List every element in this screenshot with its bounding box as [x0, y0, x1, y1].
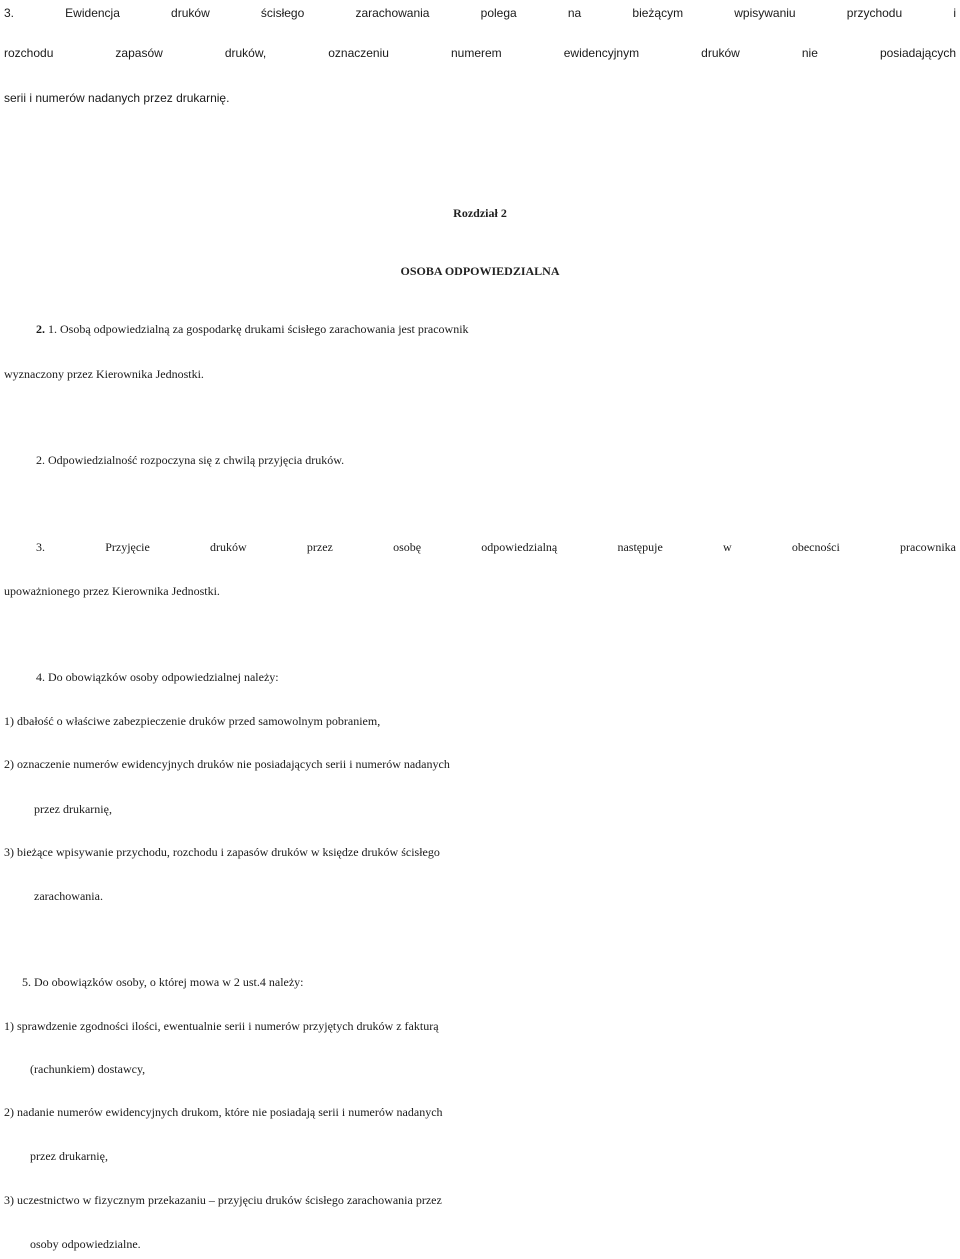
paragraph-2-3-line-1: 3. Przyjęcie druków przez osobę odpowiedzialną następuje w obecności pracownika — [36, 540, 956, 554]
paragraph-2-1-line-1 — [36, 314, 956, 344]
paragraph-2-5-item-2-line-2: przez drukarnię, — [30, 1149, 108, 1163]
paragraph-2-1-text: 1. Osobą odpowiedzialną za gospodarkę drukami ścisłego zarachowania jest pracownik — [45, 322, 469, 336]
paragraph-2-5-item-2-line-1: 2) nadanie numerów ewidencyjnych drukom, które nie posiadają serii i numerów nadanych — [4, 1105, 443, 1119]
paragraph-2-3-line-2: upoważnionego przez Kierownika Jednostki. — [4, 584, 220, 598]
chapter-title: Rozdział 2 — [453, 206, 507, 220]
paragraph-2-1-line-2: wyznaczony przez Kierownika Jednostki. — [4, 367, 204, 381]
paragraph-2-4-item-3-line-2: zarachowania. — [34, 889, 103, 903]
paragraph-2-5-intro: 5. Do obowiązków osoby, o której mowa w 2 ust.4 należy: — [22, 975, 304, 989]
paragraph-2-5-item-1-line-1: 1) sprawdzenie zgodności ilości, ewentualnie serii i numerów przyjętych druków z fakturą — [4, 1019, 439, 1033]
paragraph-3-line-3: serii i numerów nadanych przez drukarnię. — [4, 91, 230, 105]
chapter-subtitle: OSOBA ODPOWIEDZIALNA — [400, 264, 560, 278]
paragraph-2-5-item-3-line-2: osoby odpowiedzialne. — [30, 1237, 141, 1251]
paragraph-2-4-item-2-line-1: 2) oznaczenie numerów ewidencyjnych druków nie posiadających serii i numerów nadanych — [4, 757, 450, 771]
paragraph-2-4-intro: 4. Do obowiązków osoby odpowiedzialnej należy: — [36, 670, 279, 684]
paragraph-2-4-item-1: 1) dbałość o właściwe zabezpieczenie druków przed samowolnym pobraniem, — [4, 714, 381, 728]
paragraph-2-4-item-2-line-2: przez drukarnię, — [34, 802, 112, 816]
paragraph-2-2: 2. Odpowiedzialność rozpoczyna się z chwilą przyjęcia druków. — [36, 453, 345, 467]
paragraph-2-5-item-3-line-1: 3) uczestnictwo w fizycznym przekazaniu – przyjęciu druków ścisłego zarachowania przez — [4, 1193, 442, 1207]
paragraph-3-line-1: 3. Ewidencja druków ścisłego zarachowania polega na bieżącym wpisywaniu przychodu i — [4, 6, 956, 20]
paragraph-2-4-item-3-line-1: 3) bieżące wpisywanie przychodu, rozchodu i zapasów druków w księdze druków ścisłego — [4, 845, 440, 859]
paragraph-2-5-item-1-line-2: (rachunkiem) dostawcy, — [30, 1062, 146, 1076]
section-number: 2. — [36, 322, 45, 336]
paragraph-3-line-2: rozchodu zapasów druków, oznaczeniu numerem ewidencyjnym druków nie posiadających — [4, 46, 956, 60]
